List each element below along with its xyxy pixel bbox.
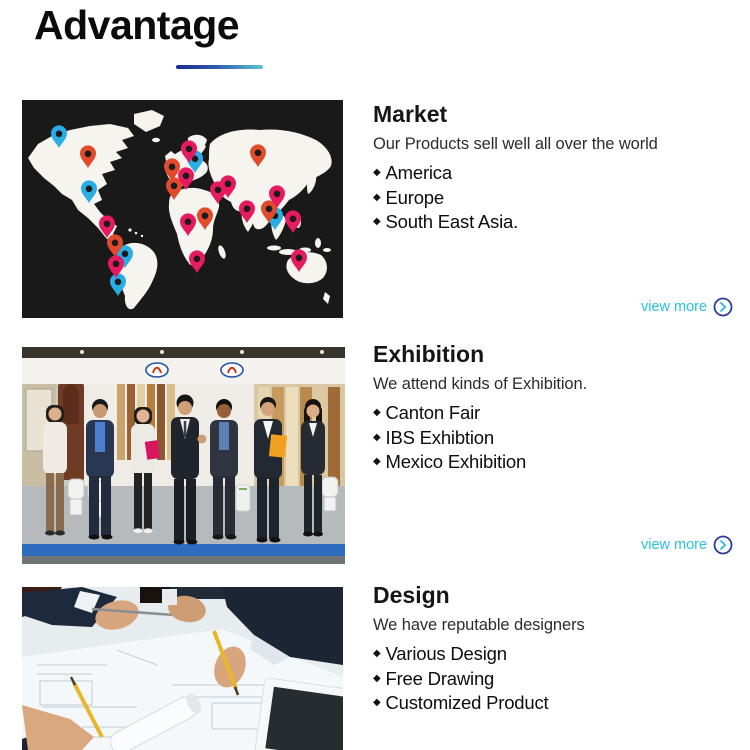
bullet-item bbox=[373, 667, 738, 692]
design-photo-image bbox=[22, 587, 343, 750]
view-more-label: view more bbox=[641, 537, 708, 553]
section-design bbox=[373, 582, 738, 716]
diamond-bullet-icon: ◆ bbox=[373, 166, 381, 178]
design-bullet-list bbox=[373, 642, 738, 716]
market-subtitle: Our Products sell well all over the world bbox=[373, 134, 658, 153]
design-subtitle: We have reputable designers bbox=[373, 615, 585, 634]
exhibition-heading: Exhibition bbox=[373, 341, 485, 367]
bullet-label: Various Design bbox=[385, 642, 507, 664]
bullet-item bbox=[373, 691, 738, 716]
view-more-link-exhibition[interactable] bbox=[641, 535, 733, 555]
bullet-label: Mexico Exhibition bbox=[385, 451, 527, 473]
bullet-item bbox=[373, 186, 738, 211]
diamond-bullet-icon: ◆ bbox=[373, 431, 381, 443]
bullet-item bbox=[373, 426, 738, 451]
bullet-item bbox=[373, 642, 738, 667]
bullet-label: Europe bbox=[385, 186, 444, 208]
title-underline-accent bbox=[176, 65, 263, 69]
bullet-label: Free Drawing bbox=[385, 667, 495, 689]
market-heading: Market bbox=[373, 101, 448, 127]
bullet-label: America bbox=[385, 161, 452, 183]
bullet-label: South East Asia. bbox=[385, 211, 519, 233]
exhibition-bullet-list bbox=[373, 401, 738, 475]
bullet-item bbox=[373, 450, 738, 475]
exhibition-subtitle: We attend kinds of Exhibition. bbox=[373, 374, 588, 393]
brand-logo-icon bbox=[146, 363, 168, 377]
blue-carpet bbox=[22, 544, 345, 556]
bullet-label: Canton Fair bbox=[385, 401, 480, 423]
bullet-item bbox=[373, 161, 738, 186]
view-more-label: view more bbox=[641, 299, 708, 315]
world-map-graphic bbox=[22, 100, 343, 318]
view-more-link-market[interactable] bbox=[641, 297, 733, 317]
tablet-device bbox=[254, 677, 343, 750]
design-heading: Design bbox=[373, 582, 450, 608]
diamond-bullet-icon: ◆ bbox=[373, 456, 381, 468]
page-title: Advantage bbox=[34, 2, 240, 48]
market-bullet-list bbox=[373, 161, 738, 235]
exhibition-scene-graphic bbox=[22, 347, 345, 564]
orange-folder bbox=[269, 434, 287, 458]
diamond-bullet-icon: ◆ bbox=[373, 697, 381, 709]
diamond-bullet-icon: ◆ bbox=[373, 647, 381, 659]
market-world-map-image bbox=[22, 100, 343, 318]
chevron-right-circle-icon bbox=[713, 535, 733, 555]
ceiling-band bbox=[22, 347, 345, 358]
design-scene-graphic bbox=[22, 587, 343, 750]
bullet-label: Customized Product bbox=[385, 692, 549, 714]
bullet-item bbox=[373, 210, 738, 235]
diamond-bullet-icon: ◆ bbox=[373, 672, 381, 684]
diamond-bullet-icon: ◆ bbox=[373, 406, 381, 418]
bullet-label: IBS Exhibtion bbox=[385, 426, 494, 448]
exhibition-photo-image bbox=[22, 347, 345, 564]
bullet-item bbox=[373, 401, 738, 426]
chevron-right-circle-icon bbox=[713, 297, 733, 317]
diamond-bullet-icon: ◆ bbox=[373, 191, 381, 203]
diamond-bullet-icon: ◆ bbox=[373, 216, 381, 228]
section-exhibition bbox=[373, 341, 738, 475]
section-market bbox=[373, 101, 738, 235]
brand-logo-icon bbox=[221, 363, 243, 377]
